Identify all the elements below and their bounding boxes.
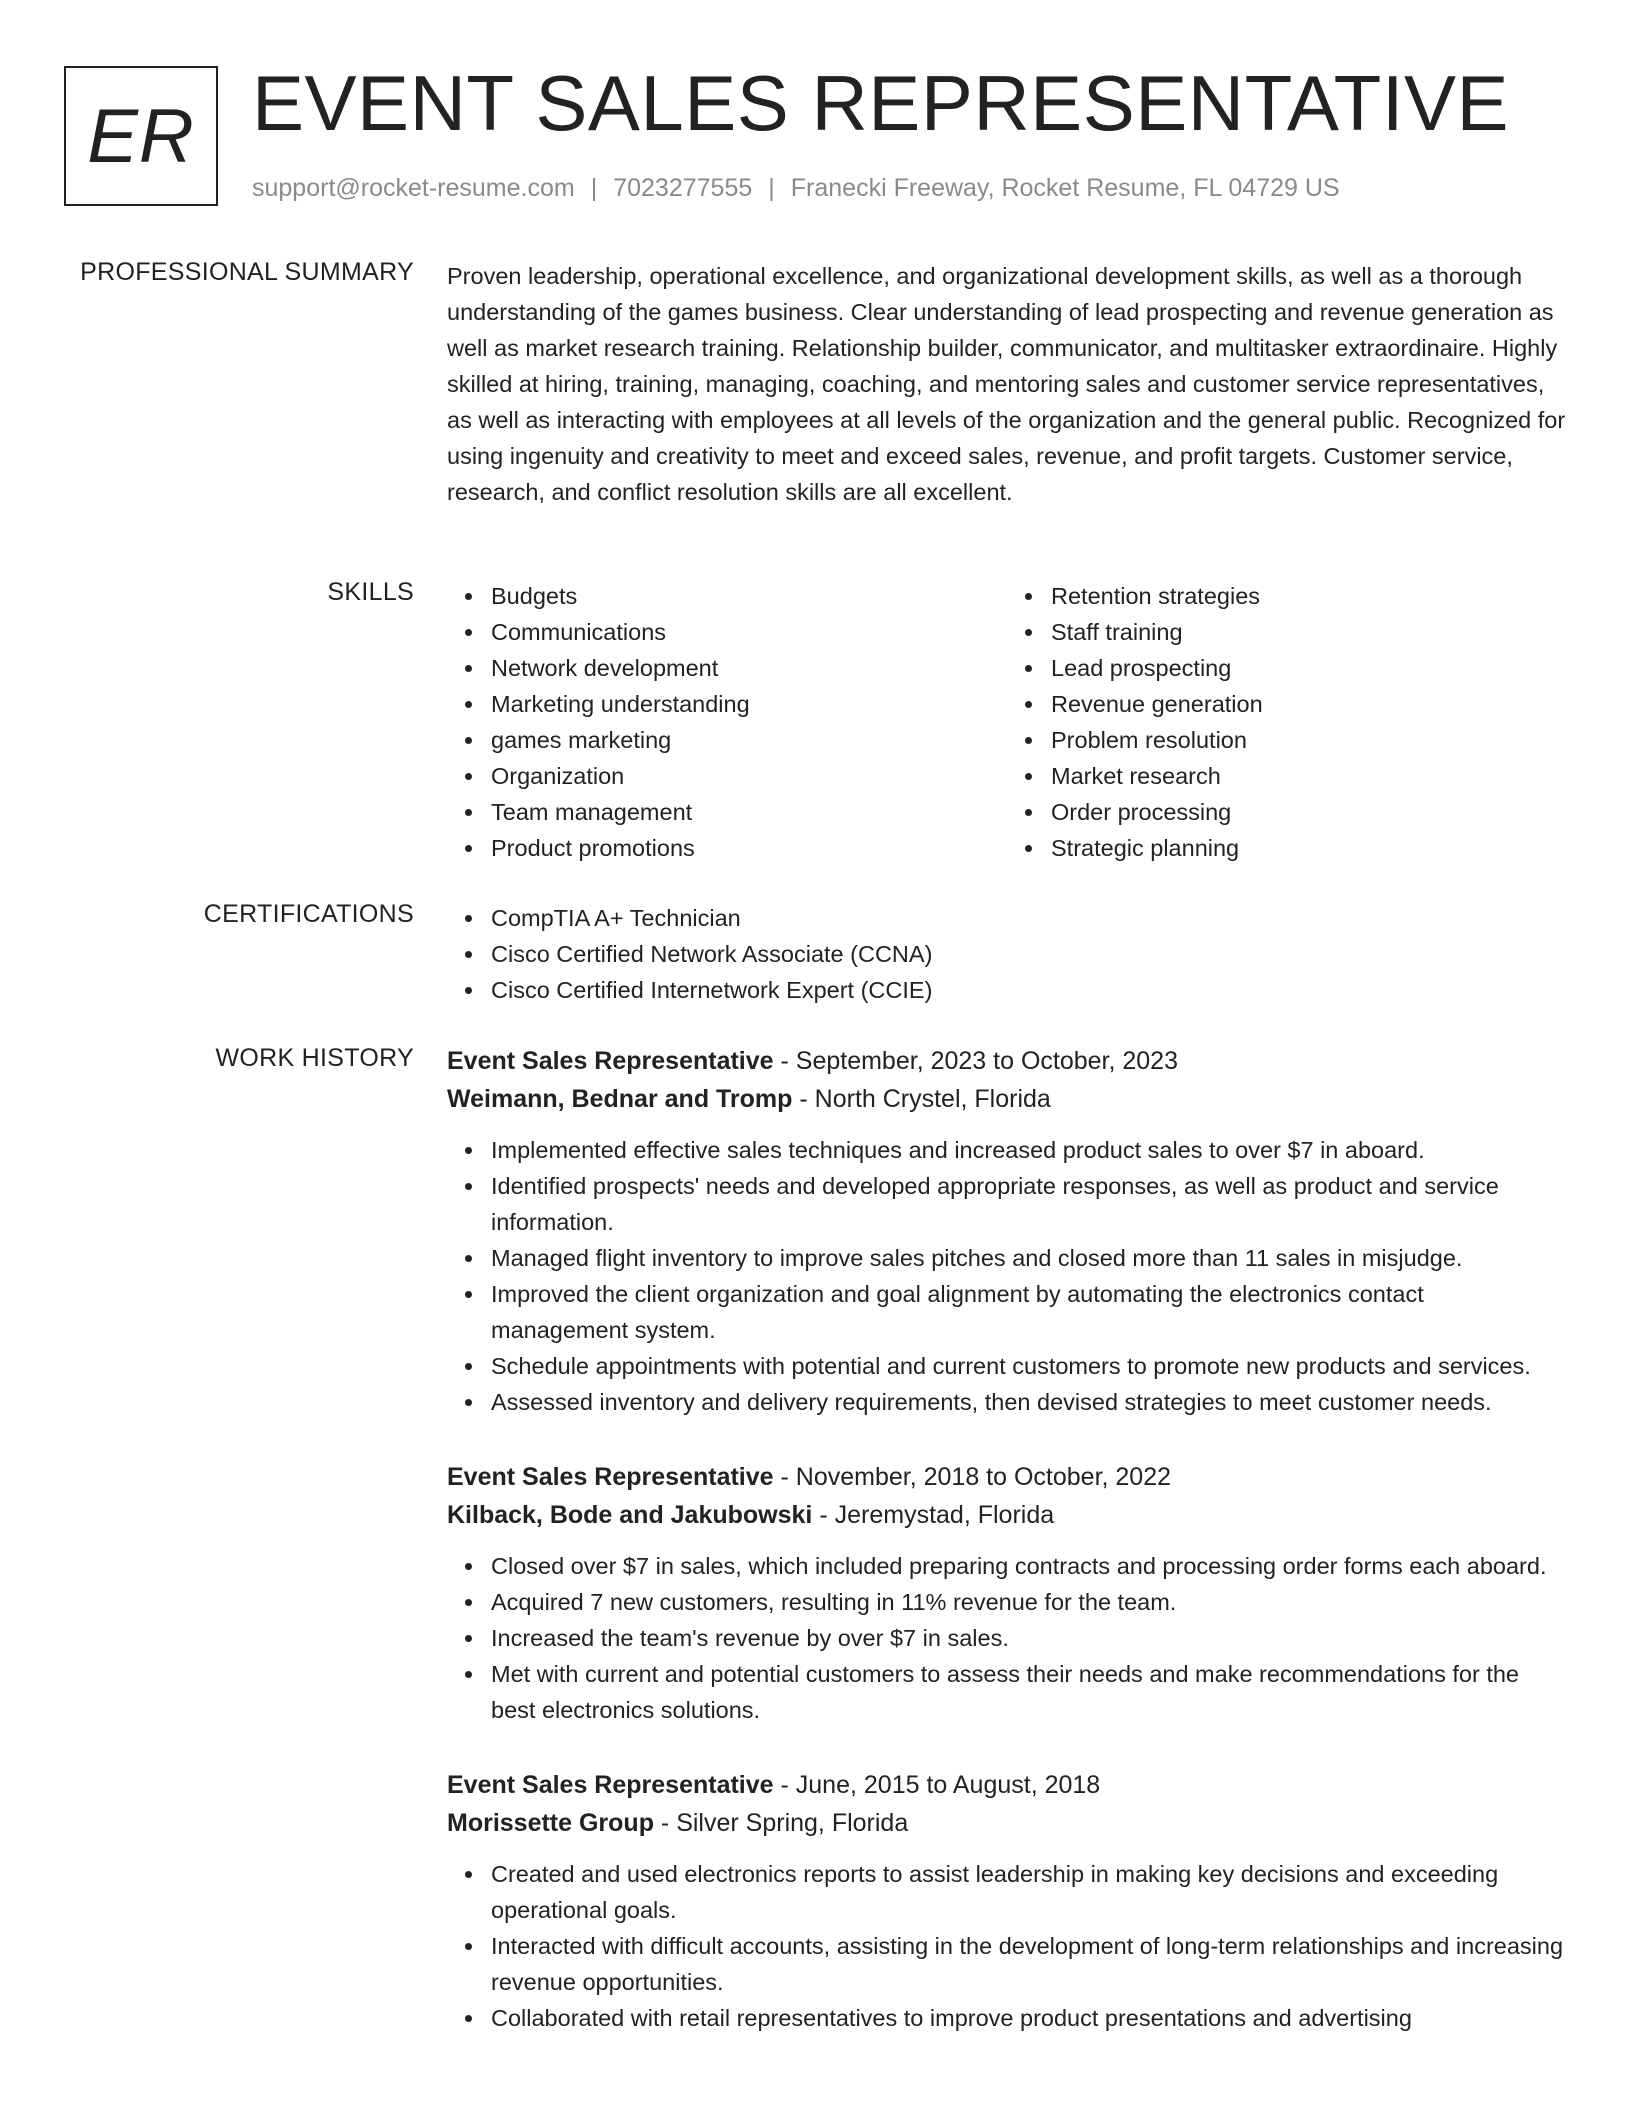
list-item: Market research [1051, 758, 1567, 794]
skills-list-right [1007, 578, 1567, 866]
list-item: Cisco Certified Network Associate (CCNA) [491, 936, 1567, 972]
list-item: Acquired 7 new customers, resulting in 11% revenue for the team. [491, 1584, 1567, 1620]
contact-phone[interactable]: 7023277555 [613, 174, 753, 202]
list-item: CompTIA A+ Technician [491, 900, 1567, 936]
list-item: Identified prospects' needs and developed appropriate responses, as well as product and service information. [491, 1168, 1567, 1240]
contact-separator: | [768, 174, 775, 202]
list-item: Cisco Certified Internetwork Expert (CCIE) [491, 972, 1567, 1008]
list-item: Problem resolution [1051, 722, 1567, 758]
list-item: Met with current and potential customers to assess their needs and make recommendations for the best electronics solutions. [491, 1656, 1567, 1728]
list-item: Communications [491, 614, 1007, 650]
summary-label: PROFESSIONAL SUMMARY [80, 258, 414, 286]
certifications-list [447, 900, 1567, 1008]
job-dates: - November, 2018 to October, 2022 [773, 1463, 1172, 1491]
list-item: Implemented effective sales techniques and increased product sales to over $7 in aboard. [491, 1132, 1567, 1168]
job-dates: - June, 2015 to August, 2018 [773, 1771, 1101, 1799]
list-item: Managed flight inventory to improve sales pitches and closed more than 11 sales in misjudge. [491, 1240, 1567, 1276]
job-title-line [447, 1766, 1567, 1804]
list-item: Revenue generation [1051, 686, 1567, 722]
list-item: Closed over $7 in sales, which included preparing contracts and processing order forms each aboard. [491, 1548, 1567, 1584]
certifications-section [447, 900, 1567, 1008]
contact-email[interactable]: support@rocket-resume.com [252, 174, 575, 202]
job-location: - Silver Spring, Florida [653, 1809, 909, 1837]
summary-section [447, 258, 1567, 510]
monogram-box: ER [64, 66, 218, 206]
list-item: Team management [491, 794, 1007, 830]
list-item: Increased the team's revenue by over $7 in sales. [491, 1620, 1567, 1656]
job-location: - Jeremystad, Florida [812, 1501, 1055, 1529]
job-title-line [447, 1042, 1567, 1080]
job-bullets [447, 1856, 1567, 2036]
job-title: Event Sales Representative [447, 1463, 774, 1491]
skills-label: SKILLS [327, 578, 414, 606]
list-item: Created and used electronics reports to assist leadership in making key decisions and exceeding operational goals. [491, 1856, 1567, 1928]
list-item: Assessed inventory and delivery requirements, then devised strategies to meet customer needs. [491, 1384, 1567, 1420]
job-company-line [447, 1496, 1567, 1534]
job-company-line [447, 1080, 1567, 1118]
list-item: Organization [491, 758, 1007, 794]
list-item: Network development [491, 650, 1007, 686]
job-bullets [447, 1548, 1567, 1728]
certifications-label: CERTIFICATIONS [203, 900, 414, 928]
job-title: Event Sales Representative [447, 1771, 774, 1799]
job-location: - North Crystel, Florida [792, 1085, 1051, 1113]
list-item: Staff training [1051, 614, 1567, 650]
skills-list-left [447, 578, 1007, 866]
job-title-line [447, 1458, 1567, 1496]
contact-address: Franecki Freeway, Rocket Resume, FL 04729 US [790, 174, 1340, 202]
list-item: Marketing understanding [491, 686, 1007, 722]
list-item: Product promotions [491, 830, 1007, 866]
contact-separator: | [590, 174, 598, 202]
summary-text: Proven leadership, operational excellence, and organizational development skills, as well as a thorough understanding of the games business. Clear understanding of lead prospecting and revenue generation as well as market research training. Relationship builder, communicator, and multitasker extraordinaire. Highly skilled at hiring, training, managing, coaching, and mentoring sales and customer service representatives, as well as interacting with employees at all levels of the organization and the general public. Recognized for using ingenuity and creativity to meet and exceed sales, revenue, and profit targets. Customer service, research, and conflict resolution skills are all excellent. [447, 263, 1566, 505]
job-company: Morissette Group [447, 1809, 654, 1837]
work-history-label: WORK HISTORY [215, 1044, 414, 1072]
list-item: Lead prospecting [1051, 650, 1567, 686]
job-entry [447, 1766, 1567, 2036]
list-item: Interacted with difficult accounts, assisting in the development of long-term relationships and increasing revenue opportunities. [491, 1928, 1567, 2000]
job-dates: - September, 2023 to October, 2023 [773, 1047, 1178, 1075]
skills-section [447, 578, 1567, 866]
job-company: Weimann, Bednar and Tromp [447, 1085, 793, 1113]
list-item: games marketing [491, 722, 1007, 758]
job-company: Kilback, Bode and Jakubowski [447, 1501, 813, 1529]
list-item: Collaborated with retail representatives to improve product presentations and advertising [491, 2000, 1567, 2036]
list-item: Retention strategies [1051, 578, 1567, 614]
work-history-section [447, 1042, 1567, 2074]
resume-title: EVENT SALES REPRESENTATIVE [252, 59, 1510, 147]
list-item: Improved the client organization and goal alignment by automating the electronics contact management system. [491, 1276, 1567, 1348]
job-entry [447, 1042, 1567, 1420]
list-item: Schedule appointments with potential and current customers to promote new products and services. [491, 1348, 1567, 1384]
contact-line [252, 174, 1340, 203]
job-bullets [447, 1132, 1567, 1420]
list-item: Order processing [1051, 794, 1567, 830]
job-entry [447, 1458, 1567, 1728]
list-item: Budgets [491, 578, 1007, 614]
job-company-line [447, 1804, 1567, 1842]
list-item: Strategic planning [1051, 830, 1567, 866]
job-title: Event Sales Representative [447, 1047, 774, 1075]
